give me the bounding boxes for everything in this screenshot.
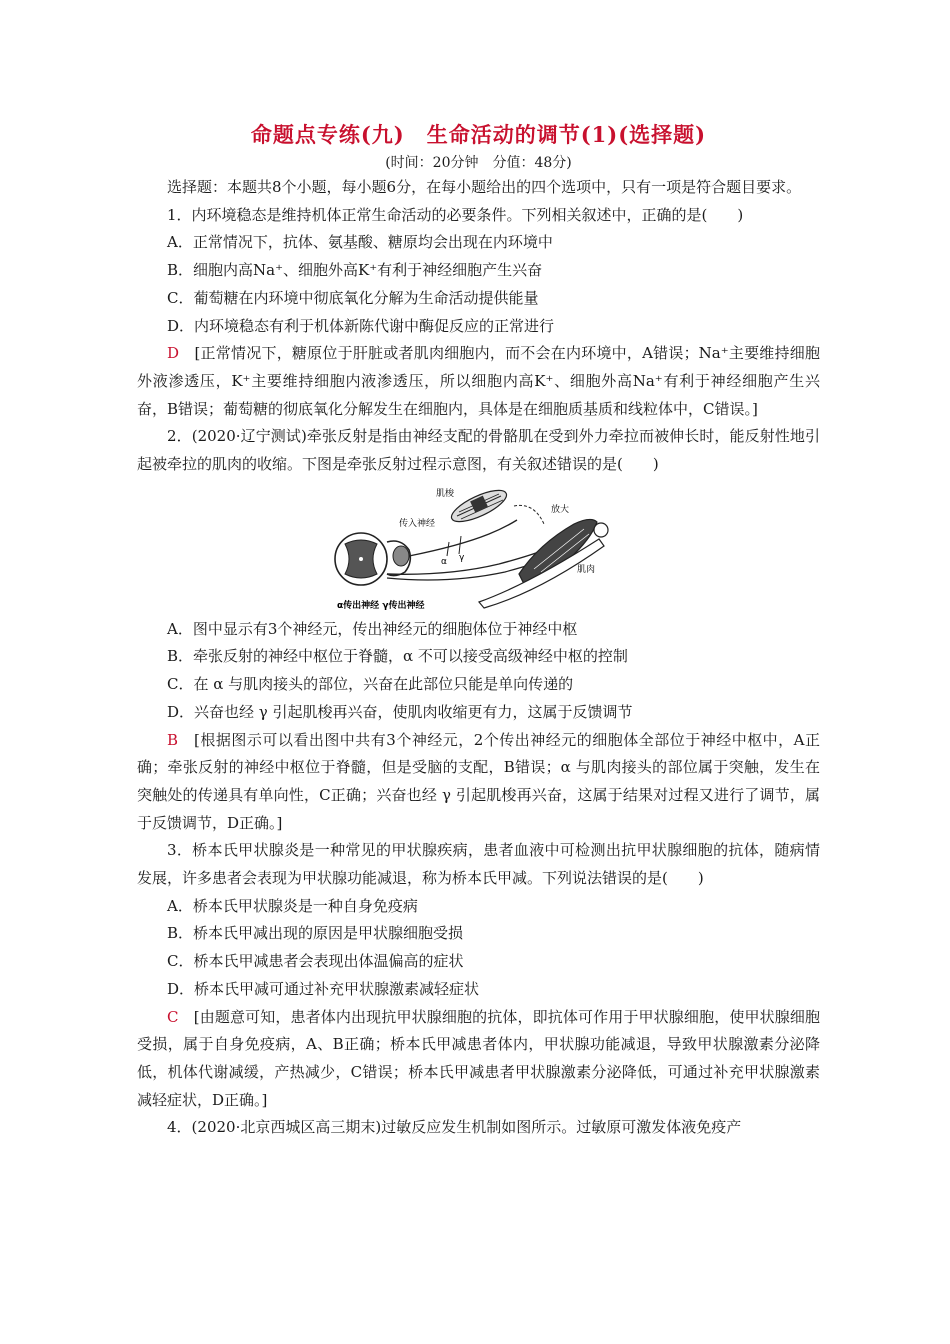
q4-stem: 4．(2020·北京西城区高三期末)过敏反应发生机制如图所示。过敏原可激发体液免疫产 [167,1118,742,1137]
stretch-reflex-figure [137,484,820,612]
intro-text: 选择题：本题共8个小题，每小题6分，在每小题给出的四个选项中，只有一项是符合题目要求。 [167,178,802,196]
q1-explanation: [正常情况下，糖原位于肝脏或者肌肉细胞内，而不会在内环境中，A错误；Na⁺主要维持细胞外液渗透压，K⁺主要维持细胞内液渗透压，所以细胞内高K⁺、细胞外高Na⁺有利于神经细胞产生兴奋，B错误；葡萄糖的彻底氧化分解发生在细胞内，具体是在细胞质基质和线粒体中，C错误。] [137,344,820,418]
muscle-spindle-drawing [447,484,510,527]
q3-option-a: A．桥本氏甲状腺炎是一种自身免疫病 [167,896,418,915]
q2-answer-block [137,727,820,838]
page-title: 命题点专练(九) 生命活动的调节(1)(选择题) [250,122,707,147]
q3-stem: 3．桥本氏甲状腺炎是一种常见的甲状腺疾病，患者血液中可检测出抗甲状腺细胞的抗体，随病情发展，许多患者会表现为甲状腺功能减退，称为桥本氏甲减。下列说法错误的是( ) [137,841,820,888]
q3-option-d: D．桥本氏甲减可通过补充甲状腺激素减轻症状 [167,979,480,998]
spinal-cord-drawing [335,533,410,585]
q1-option-d: D．内环境稳态有利于机体新陈代谢中酶促反应的正常进行 [167,316,555,335]
stretch-reflex-diagram [329,484,629,612]
q2-option-d: D．兴奋也经 γ 引起肌梭再兴奋，使肌肉收缩更有力，这属于反馈调节 [167,702,633,721]
q3-answer: C [167,1007,179,1026]
q3-option-b: B．桥本氏甲减出现的原因是甲状腺细胞受损 [167,924,464,943]
q3-answer-block [137,1004,820,1115]
q1-option-c: C．葡萄糖在内环境中彻底氧化分解为生命活动提供能量 [167,288,539,307]
page-subtitle: (时间：20分钟 分值：48分) [385,155,572,171]
label-afferent: 传入神经 [398,518,435,529]
label-gamma: γ [458,552,464,563]
document-page [137,118,820,1142]
enlarge-arrow-icon [514,505,544,524]
q1-stem: 1．内环境稳态是维持机体正常生命活动的必要条件。下列相关叙述中，正确的是( ) [167,205,744,224]
q3-option-c: C．桥本氏甲减患者会表现出体温偏高的症状 [167,952,464,971]
q2-stem: 2．(2020·辽宁测试)牵张反射是指由神经支配的骨骼肌在受到外力牵拉而被伸长时，能反射性地引起被牵拉的肌肉的收缩。下图是牵张反射过程示意图，有关叙述错误的是( ) [137,427,820,474]
q2-option-b: B．牵张反射的神经中枢位于脊髓，α 不可以接受高级神经中枢的控制 [167,647,628,666]
q1-option-a: A．正常情况下，抗体、氨基酸、糖原均会出现在内环境中 [167,233,553,252]
label-efferent: α传出神经 γ传出神经 [336,600,424,611]
q1-answer-block [137,340,820,423]
label-spindle: 肌梭 [435,488,454,499]
q1-answer: D [167,344,180,363]
label-alpha: α [440,556,447,567]
q2-option-a: A．图中显示有3个神经元，传出神经元的细胞体位于神经中枢 [167,619,578,638]
q2-explanation: [根据图示可以看出图中共有3个神经元，2个传出神经元的细胞体全部位于神经中枢中，A正确；牵张反射的神经中枢位于脊髓，但是受脑的支配，B错误；α 与肌肉接头的部位属于突触，发生在突触处的传递具有单向性，C正确；兴奋也经 γ 引起肌梭再兴奋，这属于结果对过程又进行了调节，属于反馈调节，D正确。] [137,730,820,832]
q1-option-b: B．细胞内高Na⁺、细胞外高K⁺有利于神经细胞产生兴奋 [167,261,543,280]
q2-option-c: C．在 α 与肌肉接头的部位，兴奋在此部位只能是单向传递的 [167,675,574,694]
label-muscle: 肌肉 [576,564,595,575]
q2-answer: B [167,730,179,749]
q3-explanation: [由题意可知，患者体内出现抗甲状腺细胞的抗体，即抗体可作用于甲状腺细胞，使甲状腺细胞受损，属于自身免疫病，A、B正确；桥本氏甲减患者体内，甲状腺功能减退，导致甲状腺激素分泌降低，机体代谢减缓，产热减少，C错误；桥本氏甲减患者甲状腺激素分泌降低，可通过补充甲状腺激素减轻症状，D正确。] [137,1007,820,1109]
label-enlarge: 放大 [550,504,569,515]
